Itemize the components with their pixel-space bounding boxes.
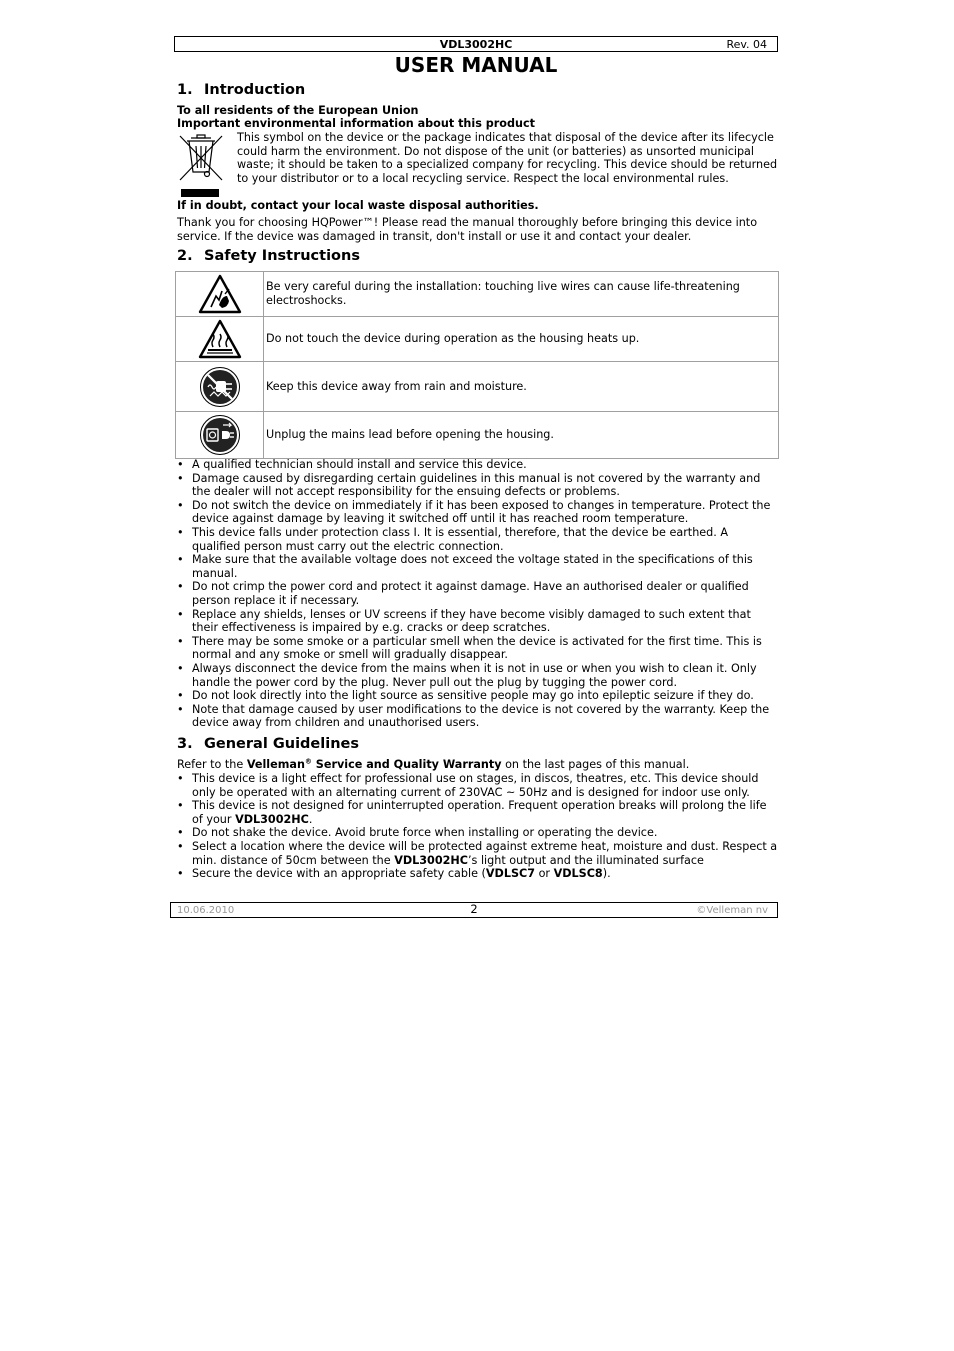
warranty-ref-suffix: on the last pages of this manual. <box>501 758 690 771</box>
model-name: VDL3002HC <box>235 812 309 826</box>
footer-copyright: ©Velleman nv <box>696 905 768 916</box>
list-item: • Do not crimp the power cord and protect it against damage. Have an authorised dealer or qualified person replace it if necessary. <box>177 580 779 607</box>
safety-icon-cell <box>176 317 264 362</box>
section-heading-general <box>177 736 359 753</box>
section-title: General Guidelines <box>204 736 359 752</box>
registered-mark: ® <box>304 757 312 766</box>
list-item: • Do not switch the device on immediately if it has been exposed to changes in temperature. Protect the device against damage by leaving it switched off until it has reached room temperature. <box>177 499 779 526</box>
page-number: 2 <box>470 902 478 916</box>
list-item: • Always disconnect the device from the mains when it is not in use or when you wish to clean it. Only handle the power cord by the plug. Never pull out the plug by tugging the power cord. <box>177 662 779 689</box>
list-item: • Note that damage caused by user modifications to the device is not covered by the warranty. Keep the device away from children and unauthorised users. <box>177 703 779 730</box>
list-item: • There may be some smoke or a particular smell when the device is activated for the first time. This is normal and any smoke or smell will gradually disappear. <box>177 635 779 662</box>
list-item <box>177 840 779 867</box>
hot-surface-warning-icon <box>198 319 242 359</box>
list-text: or <box>535 867 554 881</box>
list-text: Select a location where the device will be protected against extreme heat, moisture and dust. Respect a min. distance of 50cm between the <box>192 839 778 867</box>
section-title: Safety Instructions <box>204 248 360 264</box>
document-title: USER MANUAL <box>394 53 558 77</box>
warranty-reference <box>177 758 777 772</box>
list-item: • A qualified technician should install and service this device. <box>177 458 779 472</box>
thank-you-paragraph: Thank you for choosing HQPower™! Please read the manual thoroughly before bringing this device into service. If the device was damaged in transit, don't install or use it and contact your dealer. <box>177 216 758 243</box>
list-text: ’s light output and the illuminated surface <box>468 853 704 867</box>
safety-cable-model: VDLSC7 <box>485 867 536 881</box>
section-number: 3. <box>177 736 193 752</box>
safety-bullet-list <box>177 458 779 730</box>
environmental-info-line: Important environmental information about this product <box>177 117 535 130</box>
list-item: • Damage caused by disregarding certain guidelines in this manual is not covered by the warranty and the dealer will not accept responsibility for the ensuing defects or problems. <box>177 472 779 499</box>
safety-icon-cell <box>176 412 264 459</box>
list-item <box>177 799 779 826</box>
list-item: • Do not look directly into the light source as sensitive people may go into epileptic seizure if they do. <box>177 689 779 703</box>
section-number: 1. <box>177 82 193 98</box>
no-moisture-icon <box>199 366 241 408</box>
safety-text-cell: Do not touch the device during operation as the housing heats up. <box>264 317 779 362</box>
weee-description: This symbol on the device or the package indicates that disposal of the device after its lifecycle could harm the environment. Do not dispose of the unit (or batteries) as unsorted municipal waste; it should be taken to a specialized company for recycling. This device should be returned to your distributor or to a local recycling service. Respect the local environmental rules. <box>237 131 778 185</box>
safety-text-cell: Keep this device away from rain and moisture. <box>264 362 779 412</box>
list-item: • Make sure that the available voltage does not exceed the voltage stated in the specifications of this manual. <box>177 553 779 580</box>
list-text: ). <box>602 867 611 881</box>
section-title: Introduction <box>204 82 306 98</box>
unplug-mains-icon <box>199 414 241 456</box>
page-header <box>174 36 778 52</box>
section-number: 2. <box>177 248 193 264</box>
section-heading-introduction <box>177 82 305 99</box>
waste-authorities-line: If in doubt, contact your local waste disposal authorities. <box>177 199 539 212</box>
eu-residents-line: To all residents of the European Union <box>177 104 419 117</box>
list-item: • Replace any shields, lenses or UV screens if they have become visibly damaged to such extent that their effectiveness is impaired by e.g. cracks or deep scratches. <box>177 608 779 635</box>
list-item: • This device falls under protection class I. It is essential, therefore, that the device be earthed. A qualified person must carry out the electric connection. <box>177 526 779 553</box>
list-text: Secure the device with an appropriate safety cable ( <box>192 867 486 881</box>
list-text: . <box>308 812 313 826</box>
page-footer <box>170 902 778 918</box>
header-revision: Rev. 04 <box>726 38 767 51</box>
safety-row <box>176 272 779 317</box>
safety-text-cell: Unplug the mains lead before opening the housing. <box>264 412 779 459</box>
weee-crossed-bin-icon <box>178 132 224 198</box>
safety-row <box>176 317 779 362</box>
section-heading-safety <box>177 248 360 265</box>
electric-shock-warning-icon <box>198 274 242 314</box>
list-item <box>177 867 779 881</box>
safety-icon-cell <box>176 272 264 317</box>
list-text: This device is not designed for uninterrupted operation. Frequent operation breaks will prolong the life of your <box>192 799 767 826</box>
brand-name: Velleman <box>246 758 305 771</box>
warranty-ref-prefix: Refer to the <box>177 758 247 771</box>
warranty-title: Service and Quality Warranty <box>311 758 502 771</box>
safety-text-cell: Be very careful during the installation: touching live wires can cause life-threatening electroshocks. <box>264 272 779 317</box>
header-model: VDL3002HC <box>439 38 513 51</box>
safety-icon-cell <box>176 362 264 412</box>
safety-row <box>176 362 779 412</box>
safety-cable-model: VDLSC8 <box>553 867 603 881</box>
safety-icons-table <box>175 271 779 459</box>
safety-row <box>176 412 779 459</box>
list-item: • Do not shake the device. Avoid brute force when installing or operating the device. <box>177 826 779 840</box>
list-item: • This device is a light effect for professional use on stages, in discos, theatres, etc. This device should only be operated with an alternating current of 230VAC ~ 50Hz and is designed for indoor use only. <box>177 772 779 799</box>
footer-date: 10.06.2010 <box>177 905 235 916</box>
model-name: VDL3002HC <box>394 853 468 867</box>
general-bullet-list <box>177 772 779 881</box>
